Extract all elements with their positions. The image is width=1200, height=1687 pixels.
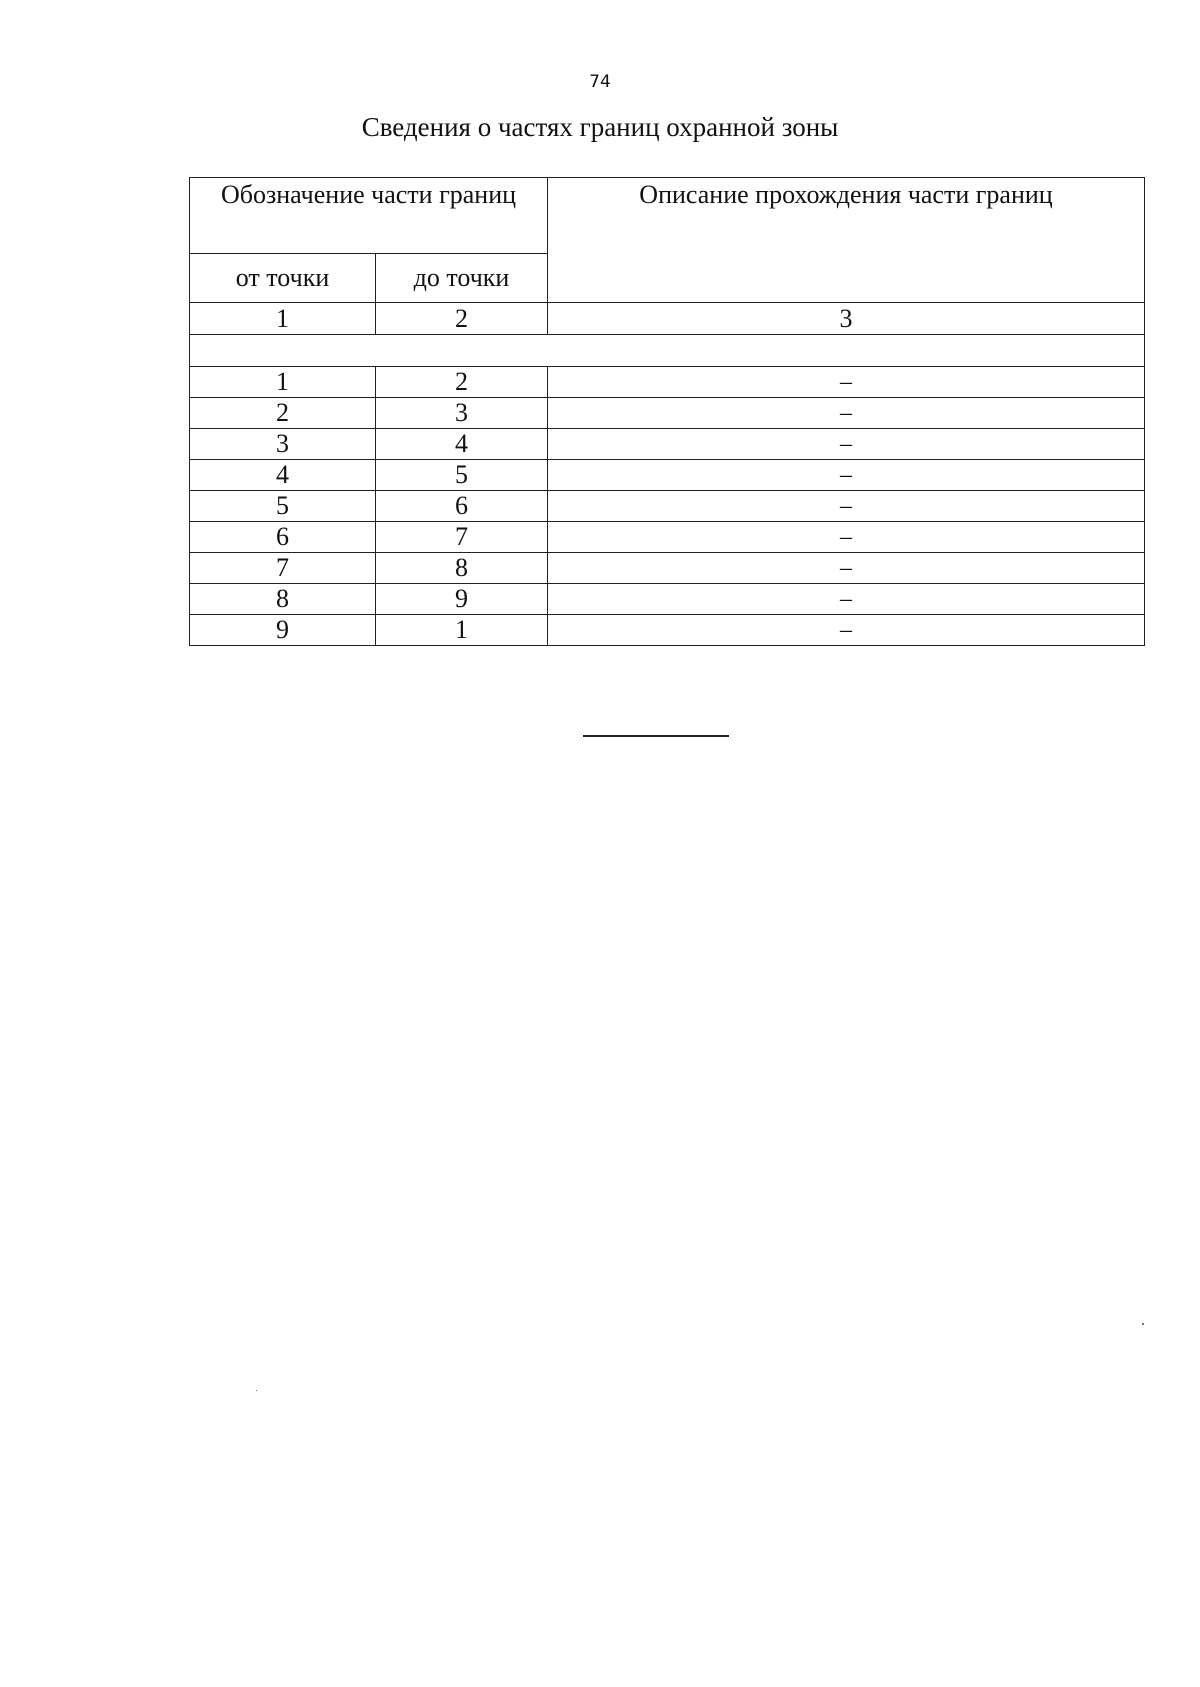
- table-row: [190, 615, 1145, 646]
- to-point-cell: 8: [376, 553, 548, 584]
- description-cell: –: [548, 367, 1145, 398]
- from-point-cell: 6: [190, 522, 376, 553]
- column-number-row: [190, 303, 1145, 335]
- header-from-point: от точки: [190, 254, 376, 303]
- table-row: [190, 367, 1145, 398]
- table-row: [190, 522, 1145, 553]
- to-point-cell: 5: [376, 460, 548, 491]
- from-point-cell: 7: [190, 553, 376, 584]
- to-point-cell: 4: [376, 429, 548, 460]
- description-cell: –: [548, 491, 1145, 522]
- description-cell: –: [548, 398, 1145, 429]
- from-point-cell: 2: [190, 398, 376, 429]
- column-number: 2: [376, 303, 548, 335]
- to-point-cell: 3: [376, 398, 548, 429]
- description-cell: –: [548, 460, 1145, 491]
- page-title: Сведения о частях границ охранной зоны: [361, 112, 839, 142]
- column-number: 1: [190, 303, 376, 335]
- to-point-cell: 1: [376, 615, 548, 646]
- from-point-cell: 3: [190, 429, 376, 460]
- description-cell: –: [548, 553, 1145, 584]
- header-description: Описание прохождения части границ: [548, 178, 1145, 303]
- table-row: [190, 398, 1145, 429]
- table-row: [190, 429, 1145, 460]
- page-number: 74: [589, 72, 611, 92]
- scan-speck: [1142, 1323, 1144, 1325]
- to-point-cell: 2: [376, 367, 548, 398]
- header-to-point: до точки: [376, 254, 548, 303]
- header-designation: Обозначение части границ: [190, 178, 548, 254]
- table-row: [190, 460, 1145, 491]
- table-header-row: [190, 178, 1145, 254]
- description-cell: –: [548, 615, 1145, 646]
- to-point-cell: 9: [376, 584, 548, 615]
- description-cell: –: [548, 522, 1145, 553]
- column-number: 3: [548, 303, 1145, 335]
- blank-cell: [190, 335, 1145, 367]
- table-row: [190, 553, 1145, 584]
- description-cell: –: [548, 429, 1145, 460]
- table-row: [190, 584, 1145, 615]
- to-point-cell: 6: [376, 491, 548, 522]
- scan-speck: [256, 1390, 257, 1391]
- end-of-section-rule: [583, 735, 729, 737]
- from-point-cell: 1: [190, 367, 376, 398]
- from-point-cell: 8: [190, 584, 376, 615]
- description-cell: –: [548, 584, 1145, 615]
- blank-row: [190, 335, 1145, 367]
- boundary-parts-table: [189, 177, 1145, 646]
- from-point-cell: 5: [190, 491, 376, 522]
- from-point-cell: 4: [190, 460, 376, 491]
- from-point-cell: 9: [190, 615, 376, 646]
- table-row: [190, 491, 1145, 522]
- to-point-cell: 7: [376, 522, 548, 553]
